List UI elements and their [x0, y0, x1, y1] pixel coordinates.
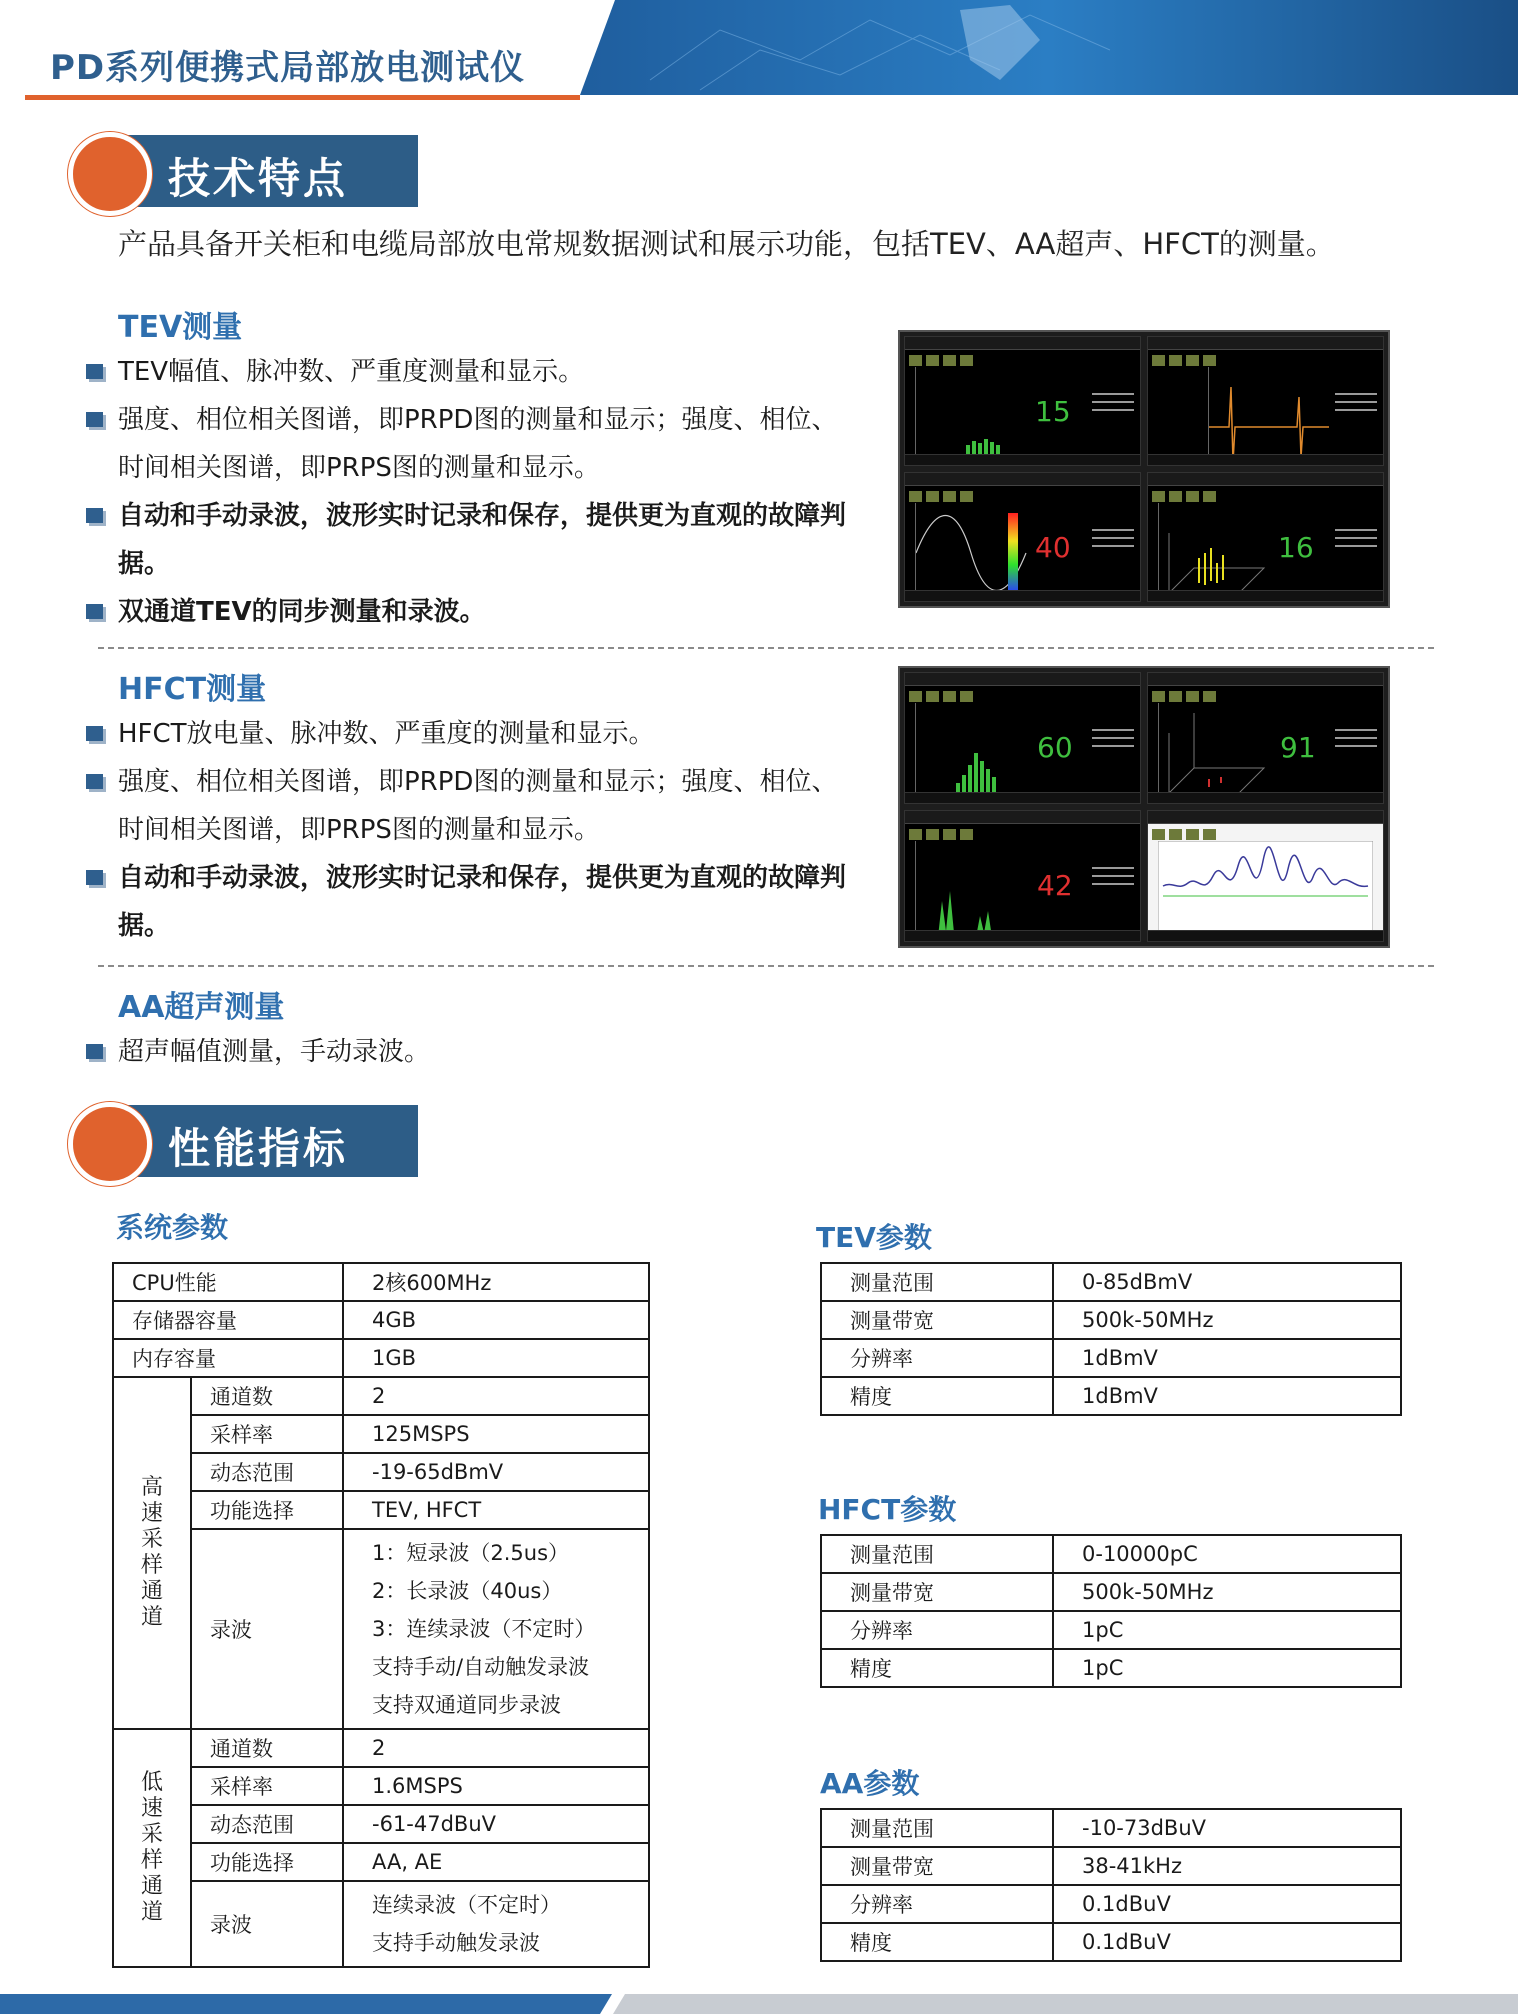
divider — [98, 647, 1434, 649]
list-item: 自动和手动录波，波形实时记录和保存，提供更为直观的故障判据。 — [86, 854, 846, 950]
banner-circle-icon — [68, 1102, 152, 1186]
table-row — [821, 1885, 1401, 1923]
param-value: -10-73dBuV — [1053, 1809, 1401, 1847]
param-label: 存储器容量 — [113, 1301, 343, 1339]
param-label: 动态范围 — [191, 1453, 343, 1491]
system-params-heading: 系统参数 — [116, 1211, 229, 1244]
table-row — [821, 1377, 1401, 1415]
param-label: 精度 — [821, 1649, 1053, 1687]
param-value: AA, AE — [343, 1843, 649, 1881]
table-row — [821, 1847, 1401, 1885]
param-label: 功能选择 — [191, 1491, 343, 1529]
param-value: 连续录波（不定时） 支持手动触发录波 — [343, 1881, 649, 1967]
param-value: 2 — [343, 1377, 649, 1415]
prpd-plot-icon — [915, 503, 1032, 602]
param-value: 38-41kHz — [1053, 1847, 1401, 1885]
table-row — [113, 1881, 649, 1967]
tev-screenshots — [898, 330, 1390, 608]
param-label: 录波 — [191, 1881, 343, 1967]
section-title: 技术特点 — [168, 154, 349, 203]
section-banner-tech — [68, 132, 420, 210]
param-label: 测量范围 — [821, 1535, 1053, 1573]
param-value: 1：短录波（2.5us） 2：长录波（40us） 3：连续录波（不定时） 支持手动/自动触发录波 支持双通道同步录波 — [343, 1529, 649, 1729]
hfct-heading: HFCT测量 — [118, 672, 267, 707]
table-row — [821, 1649, 1401, 1687]
param-label: 通道数 — [191, 1377, 343, 1415]
table-row — [113, 1529, 649, 1729]
table-row — [821, 1923, 1401, 1961]
intro-text: 产品具备开关柜和电缆局部放电常规数据测试和展示功能，包括TEV、AA超声、HFCT的测量。 — [118, 227, 1335, 261]
list-item: 超声幅值测量，手动录波。 — [86, 1028, 846, 1076]
group-label: 高速采样通道 — [113, 1377, 191, 1729]
param-label: 录波 — [191, 1529, 343, 1729]
param-label: 测量范围 — [821, 1809, 1053, 1847]
device-screen — [904, 472, 1141, 602]
param-label: 测量范围 — [821, 1263, 1053, 1301]
screen-value: 60 — [1037, 731, 1073, 764]
param-value: 1pC — [1053, 1611, 1401, 1649]
param-value: 500k-50MHz — [1053, 1573, 1401, 1611]
banner-circle-icon — [68, 132, 152, 216]
table-row — [113, 1263, 649, 1301]
param-value: 1dBmV — [1053, 1377, 1401, 1415]
param-value: 2 — [343, 1729, 649, 1767]
device-screen — [904, 336, 1141, 466]
prps-plot-icon — [1158, 703, 1275, 804]
param-value: 0-85dBmV — [1053, 1263, 1401, 1301]
param-value: 125MSPS — [343, 1415, 649, 1453]
table-row — [113, 1729, 649, 1767]
table-row — [113, 1491, 649, 1529]
footer-bar — [0, 1994, 1518, 2014]
table-row — [113, 1453, 649, 1491]
param-label: 采样率 — [191, 1415, 343, 1453]
tev-feature-list — [86, 348, 846, 636]
param-label: 精度 — [821, 1923, 1053, 1961]
divider — [98, 965, 1434, 967]
param-value: 1GB — [343, 1339, 649, 1377]
screen-value: 42 — [1037, 869, 1073, 902]
param-label: 测量带宽 — [821, 1573, 1053, 1611]
hfct-screenshots — [898, 666, 1390, 948]
waveform-plot-icon — [1158, 841, 1373, 931]
table-row — [821, 1301, 1401, 1339]
param-label: 通道数 — [191, 1729, 343, 1767]
table-row — [113, 1377, 649, 1415]
table-row — [113, 1415, 649, 1453]
table-row — [821, 1263, 1401, 1301]
list-item: 强度、相位相关图谱，即PRPD图的测量和显示；强度、相位、时间相关图谱，即PRPS图的测量和显示。 — [86, 396, 846, 492]
device-screen — [1147, 472, 1384, 602]
param-value: 0-10000pC — [1053, 1535, 1401, 1573]
list-item: HFCT放电量、脉冲数、严重度的测量和显示。 — [86, 710, 846, 758]
bar-plot-icon — [915, 703, 1032, 804]
param-label: 内存容量 — [113, 1339, 343, 1377]
param-value: 500k-50MHz — [1053, 1301, 1401, 1339]
system-params-table — [112, 1262, 650, 1968]
param-value: TEV, HFCT — [343, 1491, 649, 1529]
section-banner-perf — [68, 1102, 420, 1180]
param-label: CPU性能 — [113, 1263, 343, 1301]
param-value: 0.1dBuV — [1053, 1885, 1401, 1923]
section-title: 性能指标 — [168, 1124, 349, 1173]
param-value: -19-65dBmV — [343, 1453, 649, 1491]
group-label: 低速采样通道 — [113, 1729, 191, 1967]
device-screen — [1147, 672, 1384, 804]
tev-heading: TEV测量 — [118, 310, 243, 345]
screen-value: 16 — [1278, 531, 1314, 564]
aa-params-table — [820, 1808, 1402, 1962]
list-item: TEV幅值、脉冲数、严重度测量和显示。 — [86, 348, 846, 396]
param-label: 采样率 — [191, 1767, 343, 1805]
screen-value: 15 — [1035, 395, 1071, 428]
param-value: 4GB — [343, 1301, 649, 1339]
hfct-params-table — [820, 1534, 1402, 1688]
screen-value: 91 — [1280, 731, 1316, 764]
table-row — [113, 1339, 649, 1377]
hfct-params-heading: HFCT参数 — [818, 1493, 957, 1526]
table-row — [821, 1611, 1401, 1649]
aa-heading: AA超声测量 — [118, 990, 285, 1025]
prps-plot-icon — [1158, 503, 1275, 602]
param-label: 测量带宽 — [821, 1301, 1053, 1339]
device-screen — [1147, 810, 1384, 942]
screen-value: 40 — [1035, 531, 1071, 564]
param-value: 0.1dBuV — [1053, 1923, 1401, 1961]
histogram-plot-icon — [915, 841, 1032, 942]
table-row — [113, 1301, 649, 1339]
hfct-feature-list — [86, 710, 846, 950]
param-value: 2核600MHz — [343, 1263, 649, 1301]
device-screen — [1147, 336, 1384, 466]
list-item: 强度、相位相关图谱，即PRPD图的测量和显示；强度、相位、时间相关图谱，即PRPS图的测量和显示。 — [86, 758, 846, 854]
document-title: PD系列便携式局部放电测试仪 — [50, 48, 526, 88]
tev-params-heading: TEV参数 — [816, 1221, 932, 1254]
param-label: 分辨率 — [821, 1885, 1053, 1923]
param-value: 1pC — [1053, 1649, 1401, 1687]
aa-feature-list — [86, 1028, 846, 1076]
table-row — [113, 1767, 649, 1805]
param-value: 1dBmV — [1053, 1339, 1401, 1377]
param-label: 测量带宽 — [821, 1847, 1053, 1885]
tev-params-table — [820, 1262, 1402, 1416]
param-value: 1.6MSPS — [343, 1767, 649, 1805]
param-label: 分辨率 — [821, 1611, 1053, 1649]
aa-params-heading: AA参数 — [820, 1767, 920, 1800]
table-row — [821, 1809, 1401, 1847]
param-value: -61-47dBuV — [343, 1805, 649, 1843]
param-label: 精度 — [821, 1377, 1053, 1415]
list-item: 双通道TEV的同步测量和录波。 — [86, 588, 846, 636]
bar-plot-icon — [915, 367, 1032, 466]
table-row — [821, 1339, 1401, 1377]
table-row — [821, 1535, 1401, 1573]
param-label: 分辨率 — [821, 1339, 1053, 1377]
table-row — [113, 1805, 649, 1843]
list-item: 自动和手动录波，波形实时记录和保存，提供更为直观的故障判据。 — [86, 492, 846, 588]
table-row — [113, 1843, 649, 1881]
param-label: 动态范围 — [191, 1805, 343, 1843]
table-row — [821, 1573, 1401, 1611]
device-screen — [904, 672, 1141, 804]
device-screen — [904, 810, 1141, 942]
param-label: 功能选择 — [191, 1843, 343, 1881]
waveform-plot-icon — [1208, 367, 1329, 466]
